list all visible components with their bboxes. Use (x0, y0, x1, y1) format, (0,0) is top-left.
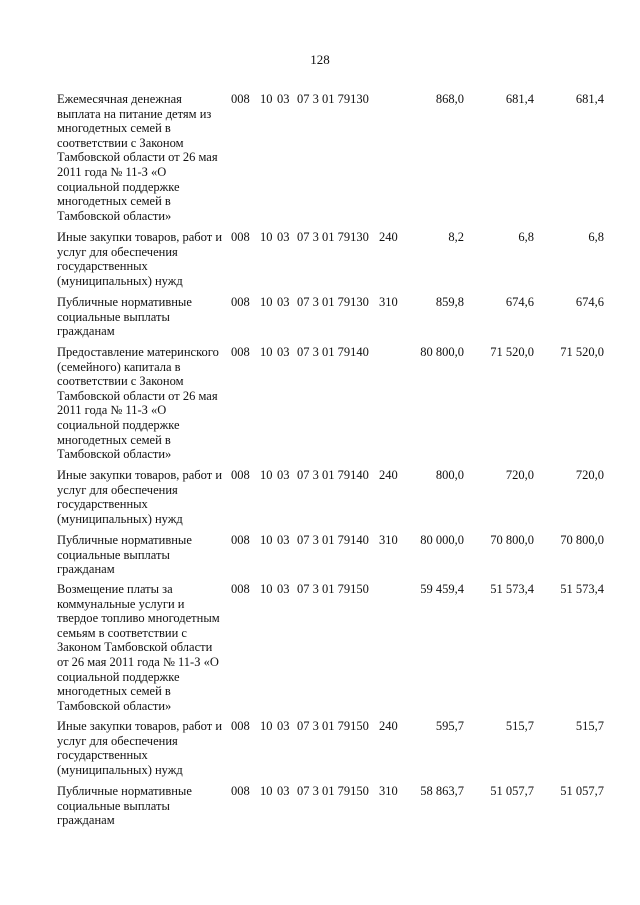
target-code: 07 3 01 79130 (297, 295, 369, 309)
expense-type-code: 240 (379, 468, 398, 482)
ministry-code: 008 (231, 468, 250, 482)
section-code: 10 (260, 784, 273, 798)
subsection-code: 03 (277, 468, 290, 482)
row-description: Ежемесячная денежная выплата на питание детям из многодетных семей в соответствии с Законом Тамбовской области от 26 мая 2011 года № 11-З «О социальной поддержке многодетных семей в Тамбовской области» (57, 92, 218, 223)
row-description: Публичные нормативные социальные выплаты гражданам (57, 784, 192, 828)
row-description: Возмещение платы за коммунальные услуги и твердое топливо многодетным семьям в соответствии с Законом Тамбовской области от 26 мая 2011 года № 11-З «О социальной поддержке многодетных семей в Тамбовской области» (57, 582, 220, 713)
target-code: 07 3 01 79130 (297, 92, 369, 106)
ministry-code: 008 (231, 295, 250, 309)
value-year-2: 681,4 (505, 92, 534, 106)
value-year-1: 868,0 (435, 92, 464, 106)
page-number: 128 (310, 52, 330, 67)
ministry-code: 008 (231, 719, 250, 733)
value-year-2: 720,0 (505, 468, 534, 482)
value-year-2: 6,8 (518, 230, 534, 244)
value-year-1: 80 000,0 (420, 533, 464, 547)
table-row (0, 582, 640, 715)
subsection-code: 03 (277, 582, 290, 596)
value-year-1: 800,0 (435, 468, 464, 482)
target-code: 07 3 01 79150 (297, 582, 369, 596)
subsection-code: 03 (277, 92, 290, 106)
subsection-code: 03 (277, 345, 290, 359)
value-year-1: 8,2 (448, 230, 464, 244)
section-code: 10 (260, 295, 273, 309)
target-code: 07 3 01 79140 (297, 345, 369, 359)
row-description: Предоставление материнского (семейного) капитала в соответствии с Законом Тамбовской области от 26 мая 2011 года № 11-З «О социальной поддержке многодетных семей в Тамбовской области» (57, 345, 219, 462)
section-code: 10 (260, 230, 273, 244)
ministry-code: 008 (231, 345, 250, 359)
value-year-2: 70 800,0 (490, 533, 534, 547)
row-description: Публичные нормативные социальные выплаты гражданам (57, 533, 192, 577)
expense-type-code: 240 (379, 719, 398, 733)
value-year-3: 720,0 (575, 468, 604, 482)
value-year-3: 515,7 (575, 719, 604, 733)
expense-type-code: 310 (379, 295, 398, 309)
row-description: Иные закупки товаров, работ и услуг для обеспечения государственных (муниципальных) нужд (57, 468, 223, 526)
section-code: 10 (260, 719, 273, 733)
value-year-3: 71 520,0 (560, 345, 604, 359)
value-year-3: 70 800,0 (560, 533, 604, 547)
expense-type-code: 310 (379, 784, 398, 798)
ministry-code: 008 (231, 784, 250, 798)
table-row (0, 533, 640, 579)
subsection-code: 03 (277, 784, 290, 798)
target-code: 07 3 01 79140 (297, 468, 369, 482)
value-year-3: 51 573,4 (560, 582, 604, 596)
ministry-code: 008 (231, 92, 250, 106)
value-year-1: 859,8 (435, 295, 464, 309)
table-row (0, 230, 640, 290)
subsection-code: 03 (277, 295, 290, 309)
value-year-2: 51 057,7 (490, 784, 534, 798)
row-description: Иные закупки товаров, работ и услуг для обеспечения государственных (муниципальных) нужд (57, 230, 223, 288)
value-year-3: 681,4 (575, 92, 604, 106)
value-year-3: 6,8 (588, 230, 604, 244)
table-row (0, 784, 640, 830)
subsection-code: 03 (277, 533, 290, 547)
row-description: Иные закупки товаров, работ и услуг для обеспечения государственных (муниципальных) нужд (57, 719, 223, 777)
value-year-1: 59 459,4 (420, 582, 464, 596)
section-code: 10 (260, 92, 273, 106)
value-year-1: 80 800,0 (420, 345, 464, 359)
value-year-1: 58 863,7 (420, 784, 464, 798)
ministry-code: 008 (231, 582, 250, 596)
subsection-code: 03 (277, 230, 290, 244)
row-description: Публичные нормативные социальные выплаты гражданам (57, 295, 192, 339)
subsection-code: 03 (277, 719, 290, 733)
section-code: 10 (260, 533, 273, 547)
table-row (0, 295, 640, 341)
section-code: 10 (260, 345, 273, 359)
target-code: 07 3 01 79150 (297, 719, 369, 733)
target-code: 07 3 01 79130 (297, 230, 369, 244)
value-year-1: 595,7 (435, 719, 464, 733)
table-row (0, 719, 640, 779)
value-year-3: 51 057,7 (560, 784, 604, 798)
section-code: 10 (260, 468, 273, 482)
target-code: 07 3 01 79140 (297, 533, 369, 547)
table-row (0, 345, 640, 463)
value-year-3: 674,6 (575, 295, 604, 309)
value-year-2: 71 520,0 (490, 345, 534, 359)
ministry-code: 008 (231, 533, 250, 547)
ministry-code: 008 (231, 230, 250, 244)
section-code: 10 (260, 582, 273, 596)
target-code: 07 3 01 79150 (297, 784, 369, 798)
table-row (0, 92, 640, 227)
expense-type-code: 310 (379, 533, 398, 547)
value-year-2: 515,7 (505, 719, 534, 733)
expense-type-code: 240 (379, 230, 398, 244)
value-year-2: 674,6 (505, 295, 534, 309)
table-row (0, 468, 640, 528)
value-year-2: 51 573,4 (490, 582, 534, 596)
